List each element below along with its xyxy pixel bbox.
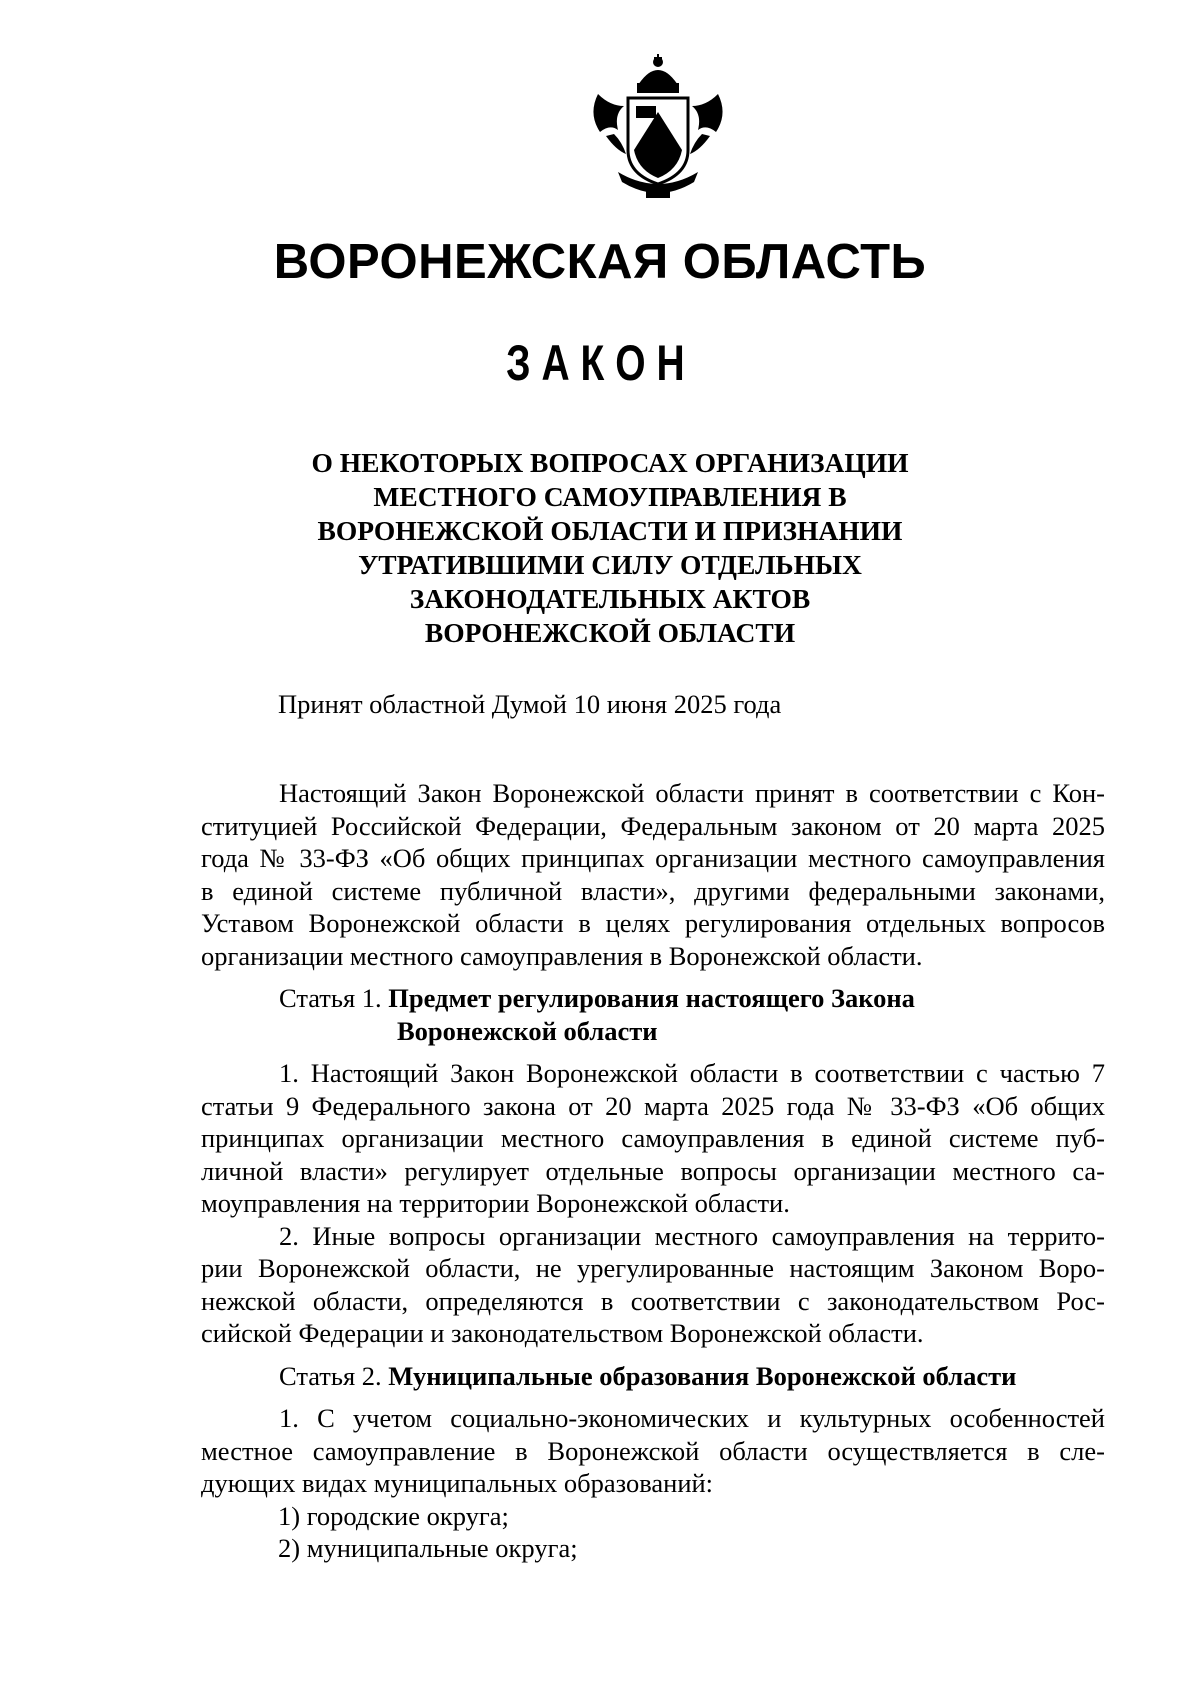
voronezh-coat-of-arms-icon: [588, 54, 728, 204]
document-type-title: ЗАКОН: [506, 335, 696, 391]
text-line: местное самоуправление в Воронежской области осуществляется в сле-: [201, 1435, 1105, 1466]
article-label: Статья 1.: [279, 983, 382, 1013]
list-item: 2) муниципальные округа;: [278, 1533, 578, 1563]
document-body: [201, 777, 1105, 1565]
law-title-line: МЕСТНОГО САМОУПРАВЛЕНИЯ В: [373, 481, 847, 512]
article-heading: [201, 1360, 1105, 1393]
adoption-date: Принят областной Думой 10 июня 2025 года: [278, 689, 782, 719]
text-line: ституцией Российской Федерации, Федеральным законом от 20 марта 2025: [201, 810, 1105, 841]
law-title: [260, 446, 960, 650]
text-line: 1. Настоящий Закон Воронежской области в соответствии с частью 7: [279, 1058, 1105, 1088]
text-line: сийской Федерации и законодательством Воронежской области.: [201, 1318, 924, 1348]
text-line: моуправления на территории Воронежской области.: [201, 1188, 790, 1218]
article-1: [201, 982, 1105, 1350]
article-2: [201, 1360, 1105, 1565]
law-title-line: ЗАКОНОДАТЕЛЬНЫХ АКТОВ: [409, 583, 811, 614]
text-line: рии Воронежской области, не урегулированные настоящим Законом Воро-: [201, 1253, 1105, 1283]
text-line: дующих видах муниципальных образований:: [201, 1468, 714, 1498]
article-heading: [201, 982, 1105, 1015]
region-title: ВОРОНЕЖСКАЯ ОБЛАСТЬ: [273, 235, 927, 289]
preamble: [201, 777, 1105, 972]
text-line: принципах организации местного самоуправления в единой системе пуб-: [201, 1123, 1105, 1153]
law-title-line: УТРАТИВШИМИ СИЛУ ОТДЕЛЬНЫХ: [358, 549, 862, 580]
text-line: 1. С учетом социально-экономических и культурных особенностей: [279, 1403, 1105, 1433]
law-title-line: ВОРОНЕЖСКОЙ ОБЛАСТИ И ПРИЗНАНИИ: [317, 515, 903, 546]
text-line: 2. Иные вопросы организации местного самоуправления на террито-: [279, 1220, 1105, 1251]
law-title-line: О НЕКОТОРЫХ ВОПРОСАХ ОРГАНИЗАЦИИ: [311, 447, 909, 478]
text-line: года № 33-ФЗ «Об общих принципах организации местного самоуправления: [201, 843, 1105, 873]
text-line: организации местного самоуправления в Воронежской области.: [201, 940, 923, 971]
article-label: Статья 2.: [279, 1360, 382, 1391]
text-line: Настоящий Закон Воронежской области принят в соответствии с Кон-: [279, 778, 1105, 808]
text-line: нежской области, определяются в соответствии с законодательством Рос-: [201, 1285, 1105, 1316]
text-line: статьи 9 Федерального закона от 20 марта 2025 года № 33-ФЗ «Об общих: [201, 1090, 1105, 1121]
law-title-line: ВОРОНЕЖСКОЙ ОБЛАСТИ: [424, 617, 796, 648]
article-title: Предмет регулирования настоящего Закона: [388, 983, 915, 1013]
text-line: личной власти» регулирует отдельные вопросы организации местного са-: [201, 1155, 1105, 1186]
article-title: Муниципальные образования Воронежской области: [388, 1360, 1017, 1391]
article-title-continuation: Воронежской области: [397, 1015, 658, 1046]
list-item: 1) городские округа;: [278, 1500, 509, 1531]
text-line: Уставом Воронежской области в целях регулирования отдельных вопросов: [201, 908, 1105, 938]
text-line: в единой системе публичной власти», другими федеральными законами,: [201, 875, 1105, 906]
